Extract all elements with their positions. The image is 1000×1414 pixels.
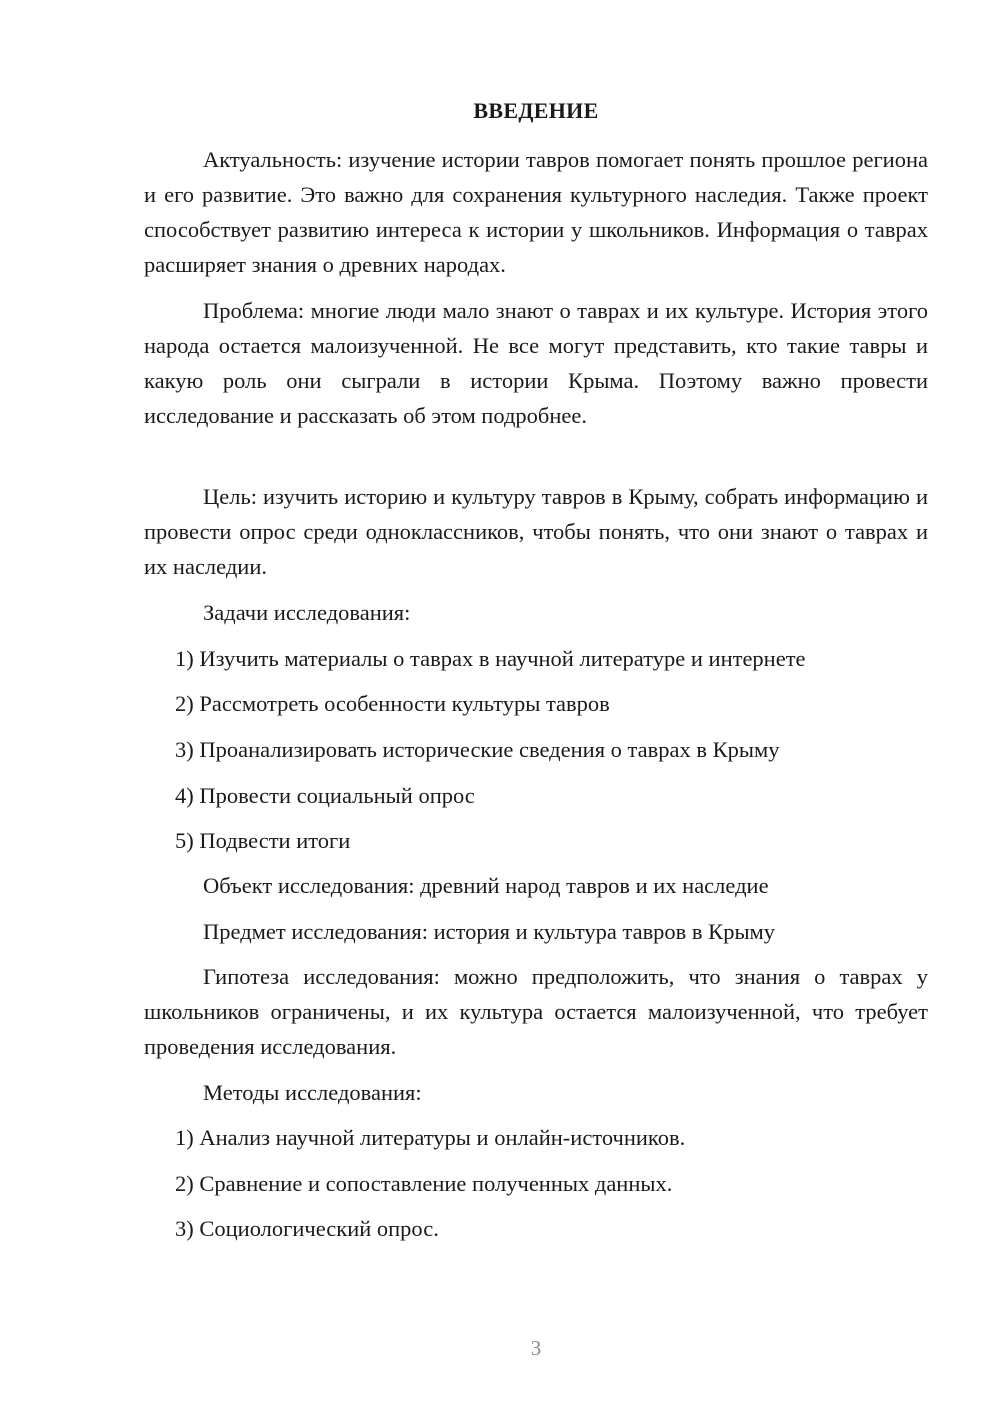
task-item: 4) Провести социальный опрос [175, 783, 475, 808]
method-item: 2) Сравнение и сопоставление полученных данных. [175, 1171, 673, 1196]
relevance-paragraph: Актуальность: изучение истории тавров помогает понять прошлое региона и его развитие. Это важно для сохранения культурного наследия. Также проект способствует развитию интереса к истории у школьников. Информация о таврах расширяет знания о древних народах. [144, 147, 928, 277]
method-item: 3) Социологический опрос. [175, 1216, 439, 1241]
goal-paragraph: Цель: изучить историю и культуру тавров в Крыму, собрать информацию и провести опрос среди одноклассников, чтобы понять, что они знают о таврах и их наследии. [144, 484, 928, 579]
task-item: 1) Изучить материалы о таврах в научной литературе и интернете [175, 646, 806, 671]
task-item: 5) Подвести итоги [175, 828, 351, 853]
hypothesis-paragraph: Гипотеза исследования: можно предположить, что знания о таврах у школьников ограничены, и их культура остается малоизученной, что требует проведения исследования. [144, 964, 928, 1059]
task-item: 3) Проанализировать исторические сведения о таврах в Крыму [175, 737, 780, 762]
tasks-heading: Задачи исследования: [203, 600, 411, 625]
page-number: 3 [530, 1336, 542, 1360]
method-item: 1) Анализ научной литературы и онлайн-источников. [175, 1125, 686, 1150]
task-item: 2) Рассмотреть особенности культуры тавров [175, 691, 610, 716]
methods-heading: Методы исследования: [203, 1080, 422, 1105]
research-subject: Предмет исследования: история и культура тавров в Крыму [203, 919, 776, 944]
section-heading: ВВЕДЕНИЕ [473, 98, 599, 123]
problem-paragraph: Проблема: многие люди мало знают о таврах и их культуре. История этого народа остается малоизученной. Не все могут представить, кто такие тавры и какую роль они сыграли в истории Крыма. Поэтому важно провести исследование и рассказать об этом подробнее. [144, 298, 928, 428]
research-object: Объект исследования: древний народ тавров и их наследие [203, 873, 769, 898]
